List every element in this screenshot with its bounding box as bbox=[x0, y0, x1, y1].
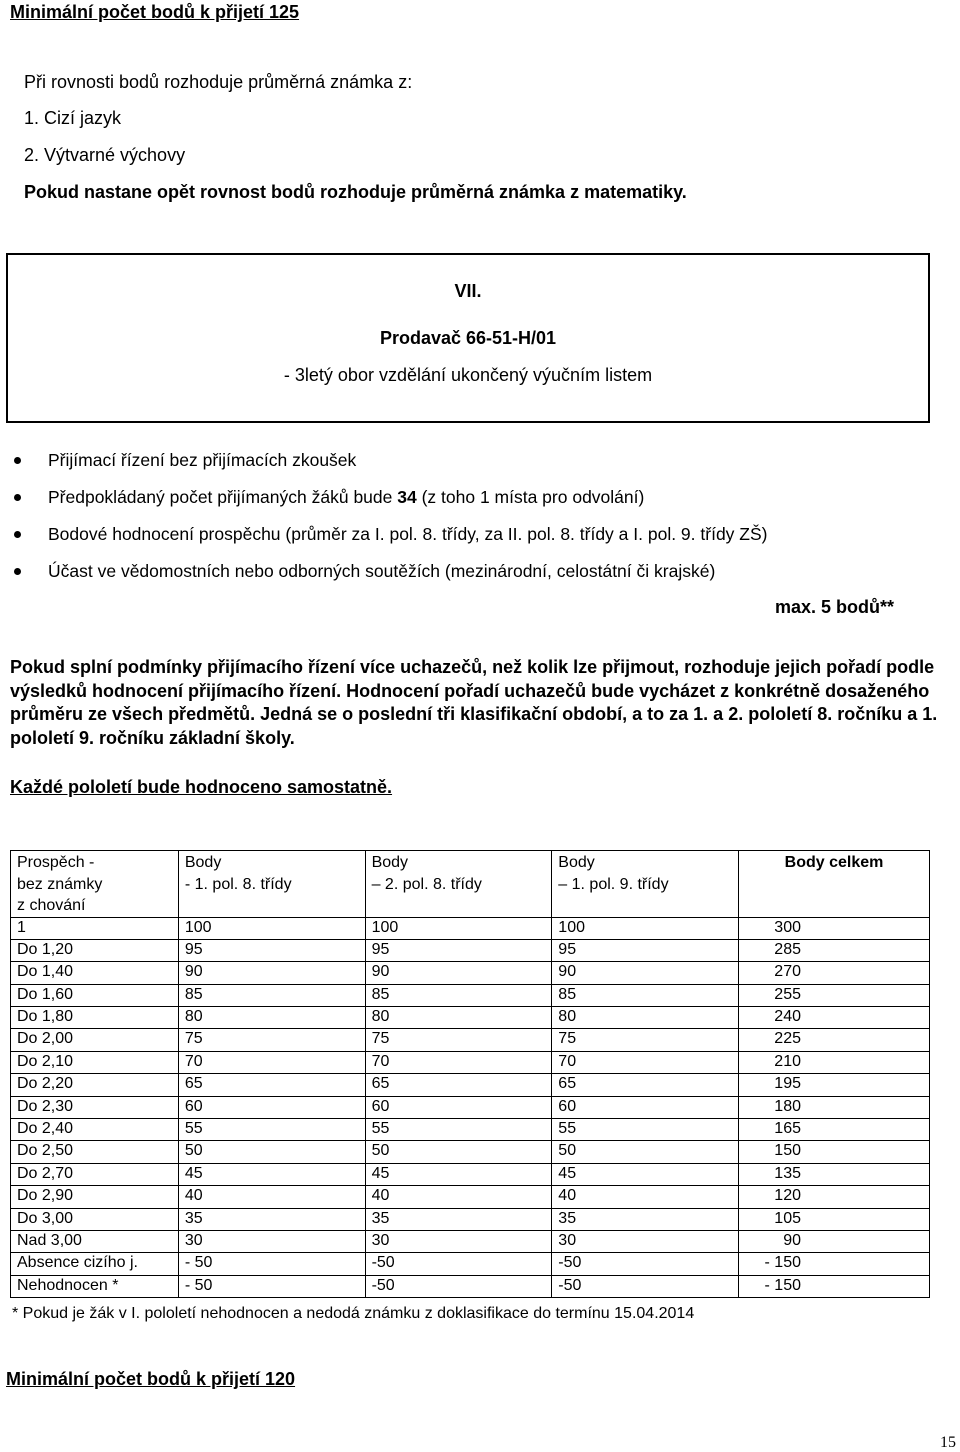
header-points-total bbox=[739, 851, 930, 918]
header-line: – 1. pol. 9. třídy bbox=[558, 875, 669, 893]
table-cell: Do 1,60 bbox=[11, 984, 179, 1006]
header-line: Prospěch - bbox=[17, 854, 95, 871]
header-grade bbox=[11, 851, 179, 918]
table-cell: 60 bbox=[365, 1096, 552, 1118]
table-cell: 45 bbox=[552, 1163, 739, 1185]
tie-rule-item-2: 2. Výtvarné výchovy bbox=[24, 145, 186, 165]
table-cell: Nehodnocen * bbox=[11, 1275, 179, 1297]
table-cell: -50 bbox=[552, 1275, 739, 1297]
table-cell: 100 bbox=[365, 917, 552, 939]
table-cell: Do 1,80 bbox=[11, 1007, 179, 1029]
each-semester-note: Každé pololetí bude hodnoceno samostatně. bbox=[10, 777, 393, 797]
table-cell: 210 bbox=[739, 1051, 930, 1073]
table-cell: 80 bbox=[552, 1007, 739, 1029]
table-cell: - 50 bbox=[178, 1275, 365, 1297]
table-cell: 195 bbox=[739, 1074, 930, 1096]
table-cell: 75 bbox=[552, 1029, 739, 1051]
table-cell: 35 bbox=[365, 1208, 552, 1230]
table-cell: 55 bbox=[365, 1119, 552, 1141]
table-cell: 40 bbox=[178, 1186, 365, 1208]
table-cell: 30 bbox=[178, 1230, 365, 1252]
program-roman-number: VII. bbox=[454, 281, 482, 301]
header-points-8-1 bbox=[178, 851, 365, 918]
table-cell: 65 bbox=[552, 1074, 739, 1096]
table-cell: -50 bbox=[365, 1253, 552, 1275]
header-line: Body celkem bbox=[784, 854, 884, 871]
table-cell: -50 bbox=[552, 1253, 739, 1275]
list-item-text: Předpokládaný počet přijímaných žáků bude bbox=[48, 487, 398, 507]
table-cell: 30 bbox=[552, 1230, 739, 1252]
table-row bbox=[11, 1186, 930, 1208]
list-item-count: 34 bbox=[397, 487, 417, 507]
table-cell: Do 2,40 bbox=[11, 1119, 179, 1141]
table-cell: 40 bbox=[365, 1186, 552, 1208]
table-cell: 105 bbox=[739, 1208, 930, 1230]
table-cell: 180 bbox=[739, 1096, 930, 1118]
table-cell: 30 bbox=[365, 1230, 552, 1252]
table-cell: 45 bbox=[178, 1163, 365, 1185]
header-line: - 1. pol. 8. třídy bbox=[184, 875, 292, 893]
table-cell: 50 bbox=[552, 1141, 739, 1163]
table-cell: 70 bbox=[365, 1051, 552, 1073]
table-row bbox=[11, 939, 930, 961]
table-row bbox=[11, 1074, 930, 1096]
program-description: - 3letý obor vzdělání ukončený výučním listem bbox=[283, 365, 653, 385]
header-line: Body bbox=[184, 854, 222, 871]
table-cell: 65 bbox=[178, 1074, 365, 1096]
table-cell: 85 bbox=[365, 984, 552, 1006]
table-cell: 55 bbox=[178, 1119, 365, 1141]
table-cell: 95 bbox=[178, 939, 365, 961]
table-row bbox=[11, 1029, 930, 1051]
table-row bbox=[11, 1275, 930, 1297]
table-cell: 80 bbox=[365, 1007, 552, 1029]
table-cell: 80 bbox=[178, 1007, 365, 1029]
list-item-text: Bodové hodnocení prospěchu (průměr za I. pol. 8. třídy, za II. pol. 8. třídy a I. pol. 9. třídy ZŠ) bbox=[48, 524, 768, 544]
table-row bbox=[11, 1208, 930, 1230]
ranking-paragraph: Pokud splní podmínky přijímacího řízení více uchazečů, než kolik lze přijmout, rozhoduje jejich pořadí podle výsledků hodnocení přijímacího řízení. Hodnocení pořadí uchazečů bude vycházet z konkrétně dosaženého průměru ze všech předmětů. Jedná se o poslední tři klasifikační období, a to za 1. a 2. pololetí 8. ročníku a 1. pololetí 9. ročníku základní školy. bbox=[10, 657, 938, 748]
table-row bbox=[11, 962, 930, 984]
program-box bbox=[6, 253, 930, 423]
table-cell: 60 bbox=[552, 1096, 739, 1118]
table-cell: 55 bbox=[552, 1119, 739, 1141]
table-row bbox=[11, 1230, 930, 1252]
table-cell: 150 bbox=[739, 1141, 930, 1163]
program-name: Prodavač 66-51-H/01 bbox=[379, 328, 557, 348]
table-row bbox=[11, 1141, 930, 1163]
table-cell: Do 2,10 bbox=[11, 1051, 179, 1073]
table-cell: Do 1,40 bbox=[11, 962, 179, 984]
table-cell: 90 bbox=[552, 962, 739, 984]
table-row bbox=[11, 1096, 930, 1118]
list-item-text: Přijímací řízení bez přijímacích zkoušek bbox=[48, 450, 357, 470]
table-cell: Do 2,20 bbox=[11, 1074, 179, 1096]
header-line: Body bbox=[558, 854, 595, 871]
list-item bbox=[12, 558, 932, 595]
bullet-icon bbox=[14, 494, 21, 501]
header-line: Body bbox=[371, 854, 409, 871]
table-row bbox=[11, 1163, 930, 1185]
table-cell: 90 bbox=[739, 1230, 930, 1252]
table-cell: 1 bbox=[11, 917, 179, 939]
table-cell: Do 2,00 bbox=[11, 1029, 179, 1051]
table-row bbox=[11, 984, 930, 1006]
max-points-note: max. 5 bodů** bbox=[774, 597, 894, 617]
table-cell: 65 bbox=[365, 1074, 552, 1096]
section-title-min-points-125: Minimální počet bodů k přijetí 125 bbox=[10, 2, 300, 22]
tie-rule-math: Pokud nastane opět rovnost bodů rozhoduje průměrná známka z matematiky. bbox=[24, 182, 687, 202]
tie-rule-intro: Při rovnosti bodů rozhoduje průměrná známka z: bbox=[24, 72, 413, 92]
header-points-9-1 bbox=[552, 851, 739, 918]
table-cell: - 50 bbox=[178, 1253, 365, 1275]
table-cell: 95 bbox=[552, 939, 739, 961]
table-cell: - 150 bbox=[739, 1275, 930, 1297]
footnote: * Pokud je žák v I. pololetí nehodnocen a nedodá známku z doklasifikace do termínu 15.04.2014 bbox=[12, 1305, 695, 1322]
header-line: – 2. pol. 8. třídy bbox=[371, 875, 482, 893]
table-cell: 100 bbox=[552, 917, 739, 939]
table-cell: 165 bbox=[739, 1119, 930, 1141]
table-row bbox=[11, 1253, 930, 1275]
table-cell: 240 bbox=[739, 1007, 930, 1029]
table-cell: -50 bbox=[365, 1275, 552, 1297]
table-cell: 60 bbox=[178, 1096, 365, 1118]
table-cell: 45 bbox=[365, 1163, 552, 1185]
table-cell: Do 3,00 bbox=[11, 1208, 179, 1230]
table-cell: 35 bbox=[178, 1208, 365, 1230]
table-cell: Do 2,50 bbox=[11, 1141, 179, 1163]
table-cell: 70 bbox=[178, 1051, 365, 1073]
table-cell: 300 bbox=[739, 917, 930, 939]
table-cell: 85 bbox=[552, 984, 739, 1006]
list-item bbox=[12, 447, 932, 484]
table-cell: Do 1,20 bbox=[11, 939, 179, 961]
table-cell: 75 bbox=[365, 1029, 552, 1051]
list-item bbox=[12, 521, 932, 558]
table-row bbox=[11, 917, 930, 939]
table-cell: 70 bbox=[552, 1051, 739, 1073]
table-cell: 50 bbox=[365, 1141, 552, 1163]
table-cell: 120 bbox=[739, 1186, 930, 1208]
list-item-text: Účast ve vědomostních nebo odborných soutěžích (mezinárodní, celostátní či krajské) bbox=[48, 561, 716, 581]
list-item bbox=[12, 484, 932, 521]
table-cell: 40 bbox=[552, 1186, 739, 1208]
table-cell: Do 2,70 bbox=[11, 1163, 179, 1185]
table-cell: 270 bbox=[739, 962, 930, 984]
tie-rule-item-1: 1. Cizí jazyk bbox=[24, 108, 122, 128]
table-cell: 90 bbox=[365, 962, 552, 984]
table-cell: 255 bbox=[739, 984, 930, 1006]
bullet-icon bbox=[14, 457, 21, 464]
table-cell: Do 2,90 bbox=[11, 1186, 179, 1208]
bullet-icon bbox=[14, 568, 21, 575]
page-number: 15 bbox=[940, 1434, 956, 1451]
table-cell: 35 bbox=[552, 1208, 739, 1230]
list-item-note: (z toho 1 místa pro odvolání) bbox=[416, 487, 645, 507]
table-row bbox=[11, 1051, 930, 1073]
table-cell: Absence cizího j. bbox=[11, 1253, 179, 1275]
table-header-row bbox=[11, 851, 930, 918]
table-cell: 100 bbox=[178, 917, 365, 939]
table-row bbox=[11, 1007, 930, 1029]
table-cell: - 150 bbox=[739, 1253, 930, 1275]
header-line: bez známky bbox=[17, 875, 103, 893]
table-cell: 90 bbox=[178, 962, 365, 984]
table-cell: 135 bbox=[739, 1163, 930, 1185]
table-body bbox=[11, 917, 930, 1298]
admission-conditions-list bbox=[12, 447, 932, 595]
section-title-min-points-120: Minimální počet bodů k přijetí 120 bbox=[6, 1369, 296, 1389]
table-cell: 85 bbox=[178, 984, 365, 1006]
table-cell: 285 bbox=[739, 939, 930, 961]
table-cell: Nad 3,00 bbox=[11, 1230, 179, 1252]
table-cell: 225 bbox=[739, 1029, 930, 1051]
table-cell: 50 bbox=[178, 1141, 365, 1163]
bullet-icon bbox=[14, 531, 21, 538]
points-table bbox=[10, 850, 930, 1298]
header-points-8-2 bbox=[365, 851, 552, 918]
header-line: z chování bbox=[17, 897, 86, 914]
table-row bbox=[11, 1119, 930, 1141]
table-cell: Do 2,30 bbox=[11, 1096, 179, 1118]
table-cell: 75 bbox=[178, 1029, 365, 1051]
table-cell: 95 bbox=[365, 939, 552, 961]
